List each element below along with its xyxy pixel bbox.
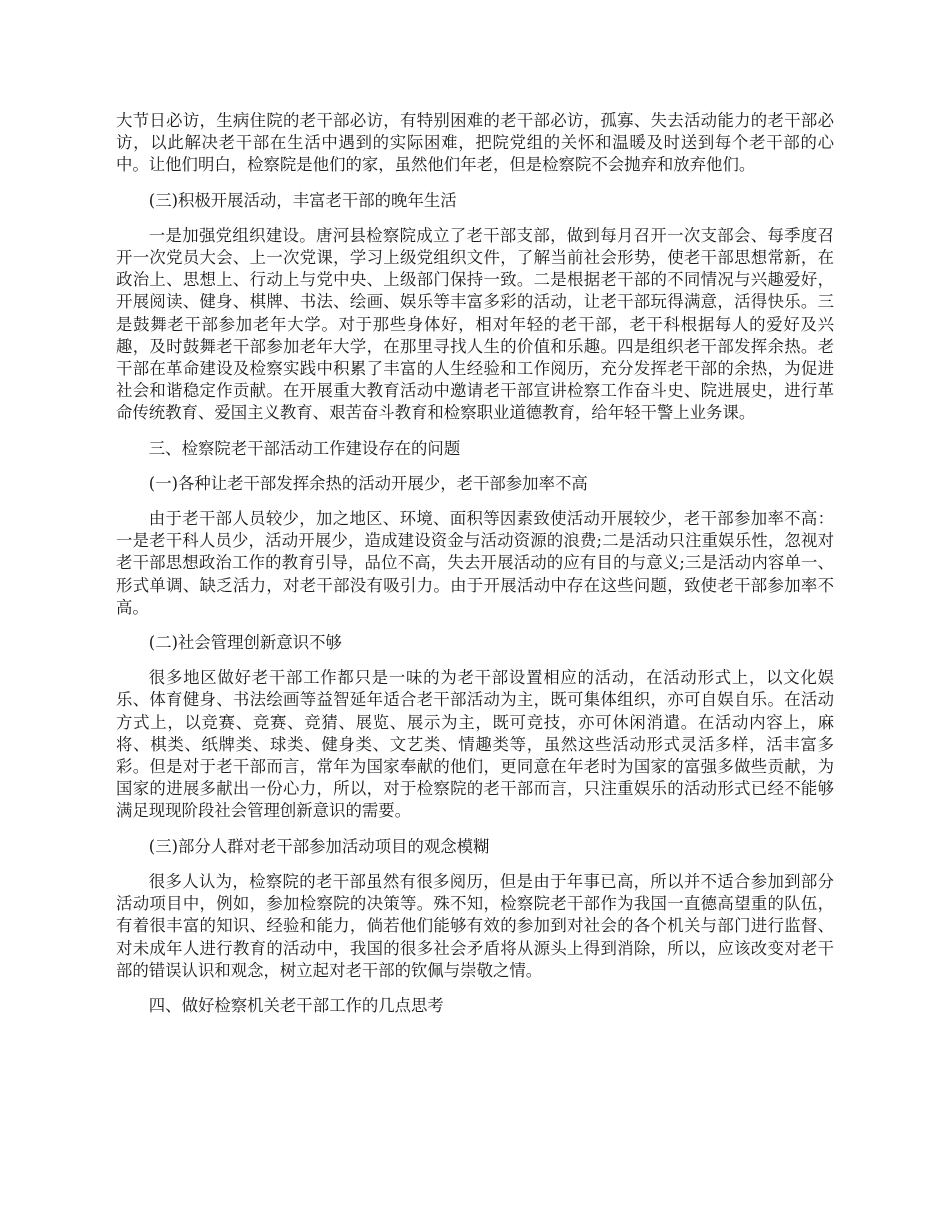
section-heading-3-concepts: (三)部分人群对老干部参加活动项目的观念模糊 bbox=[148, 836, 490, 856]
section-heading-2-innovation: (二)社会管理创新意识不够 bbox=[148, 633, 342, 653]
paragraph-1: 大节日必访，生病住院的老干部必访，有特别困难的老干部必访，孤寡、失去活动能力的老干部必访，以此解决老干部在生活中遇到的实际困难，把院党组的关怀和温暖及时送到每个老干部的心中。让他们明白，检察院是他们的家，虽然他们年老，但是检察院不会抛弃和放弃他们。 bbox=[116, 111, 834, 175]
section-heading-1-low-participation: (一)各种让老干部发挥余热的活动开展少，老干部参加率不高 bbox=[148, 473, 588, 493]
paragraph-5: 很多人认为，检察院的老干部虽然有很多阅历，但是由于年事已高，所以并不适合参加到部分活动项目中，例如，参加检察院的决策等。殊不知，检察院老干部作为我国一直德高望重的队伍，有着很丰富的知识、经验和能力，倘若他们能够有效的参加到对社会的各个机关与部门进行监督、对未成年人进行教育的活动中，我国的很多社会矛盾将从源头上得到消除，所以，应该改变对老干部的错误认识和观念，树立起对老干部的钦佩与崇敬之情。 bbox=[116, 871, 834, 980]
paragraph-3: 由于老干部人员较少，加之地区、环境、面积等因素致使活动开展较少，老干部参加率不高：一是老干科人员少，活动开展少，造成建设资金与活动资源的浪费;二是活动只注重娱乐性，忽视对老干部思想政治工作的教育引导，品位不高，失去开展活动的应有目的与意义;三是活动内容单一、形式单调、缺乏活力，对老干部没有吸引力。由于开展活动中存在这些问题，致使老干部参加率不高。 bbox=[116, 509, 834, 617]
paragraph-4: 很多地区做好老干部工作都只是一味的为老干部设置相应的活动，在活动形式上，以文化娱乐、体育健身、书法绘画等益智延年适合老干部活动为主，既可集体组织，亦可自娱自乐。在活动方式上，以竞赛、竞赛、竞猜、展览、展示为主，既可竞技，亦可休闲消遣。在活动内容上，麻将、棋类、纸牌类、球类、健身类、文艺类、情趣类等，虽然这些活动形式灵活多样，活丰富多彩。但是对于老干部而言，常年为国家奉献的他们，更同意在年老时为国家的富强多做些贡献，为国家的进展多献出一份心力，所以，对于检察院的老干部而言，只注重娱乐的活动形式已经不能够满足现现阶段社会管理创新意识的需要。 bbox=[116, 668, 834, 821]
section-heading-3-activities: (三)积极开展活动，丰富老干部的晚年生活 bbox=[148, 190, 457, 210]
paragraph-2: 一是加强党组织建设。唐河县检察院成立了老干部支部，做到每月召开一次支部会、每季度召开一次党员大会、上一次党课，学习上级党组织文件，了解当前社会形势，使老干部思想常新，在政治上、思想上、行动上与党中央、上级部门保持一致。二是根据老干部的不同情况与兴趣爱好，开展阅读、健身、棋牌、书法、绘画、娱乐等丰富多彩的活动，让老干部玩得满意，活得快乐。三是鼓舞老干部参加老年大学。对于那些身体好，相对年轻的老干部，老干科根据每人的爱好及兴趣，及时鼓舞老干部参加老年大学，在那里寻找人生的价值和乐趣。四是组织老干部发挥余热。老干部在革命建设及检察实践中积累了丰富的人生经验和工作阅历，充分发挥老干部的余热，为促进社会和谐稳定作贡献。在开展重大教育活动中邀请老干部宣讲检察工作奋斗史、院进展史，进行革命传统教育、爱国主义教育、艰苦奋斗教育和检察职业道德教育，给年轻干警上业务课。 bbox=[116, 225, 834, 423]
section-heading-thoughts: 四、做好检察机关老干部工作的几点思考 bbox=[148, 995, 444, 1015]
section-heading-problems: 三、检察院老干部活动工作建设存在的问题 bbox=[148, 438, 461, 458]
